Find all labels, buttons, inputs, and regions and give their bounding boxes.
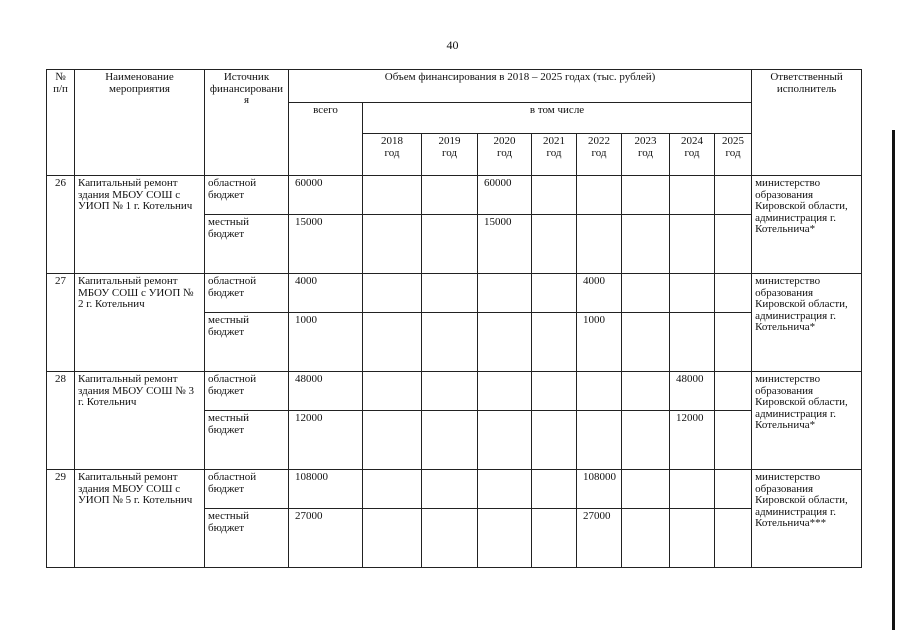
row-year-value-2023 bbox=[622, 215, 670, 274]
row-responsible: министерство образования Кировской области, администрация г. Котельнича* bbox=[752, 372, 862, 470]
table-row bbox=[47, 176, 862, 215]
row-year-value-2020 bbox=[478, 411, 532, 470]
row-year-value-2018 bbox=[363, 215, 422, 274]
row-activity-name: Капитальный ремонт МБОУ СОШ с УИОП № 2 г. Котельнич bbox=[75, 274, 205, 372]
header-including: в том числе bbox=[363, 103, 752, 134]
row-year-value-2019 bbox=[422, 411, 478, 470]
table-body bbox=[47, 176, 862, 568]
row-year-value-2020 bbox=[478, 470, 532, 509]
row-year-value-2021 bbox=[532, 411, 577, 470]
row-year-value-2022: 27000 bbox=[577, 509, 622, 568]
row-year-value-2022 bbox=[577, 176, 622, 215]
row-year-value-2021 bbox=[532, 176, 577, 215]
year-suffix: год bbox=[384, 146, 400, 159]
row-total: 108000 bbox=[289, 470, 363, 509]
header-total: всего bbox=[289, 103, 363, 176]
table-row bbox=[47, 274, 862, 313]
row-year-value-2019 bbox=[422, 470, 478, 509]
header-name: Наименование мероприятия bbox=[75, 70, 205, 176]
row-year-value-2019 bbox=[422, 176, 478, 215]
row-year-value-2020 bbox=[478, 509, 532, 568]
header-source: Источник финансирования bbox=[205, 70, 289, 176]
row-year-value-2021 bbox=[532, 509, 577, 568]
table-row bbox=[47, 470, 862, 509]
row-year-value-2023 bbox=[622, 274, 670, 313]
year-label: 2025 bbox=[722, 135, 745, 147]
year-suffix: год bbox=[725, 146, 741, 159]
financing-table bbox=[46, 69, 862, 568]
year-label: 2021 bbox=[543, 135, 565, 147]
row-funding-source: областной бюджет bbox=[205, 470, 289, 509]
row-total: 1000 bbox=[289, 313, 363, 372]
row-year-value-2020 bbox=[478, 313, 532, 372]
row-year-value-2019 bbox=[422, 509, 478, 568]
row-year-value-2021 bbox=[532, 215, 577, 274]
header-year-2019 bbox=[422, 134, 478, 176]
row-year-value-2018 bbox=[363, 509, 422, 568]
header-responsible: Ответственный исполнитель bbox=[752, 70, 862, 176]
year-label: 2024 bbox=[681, 135, 703, 147]
header-year-2022 bbox=[577, 134, 622, 176]
row-number: 29 bbox=[47, 470, 75, 568]
row-year-value-2022: 1000 bbox=[577, 313, 622, 372]
row-funding-source: местный бюджет bbox=[205, 411, 289, 470]
header-year-2021 bbox=[532, 134, 577, 176]
page-number: 40 bbox=[446, 38, 459, 52]
row-funding-source: местный бюджет bbox=[205, 313, 289, 372]
row-year-value-2018 bbox=[363, 411, 422, 470]
header-year-2025 bbox=[715, 134, 752, 176]
row-activity-name: Капитальный ремонт здания МБОУ СОШ с УИОП № 1 г. Котельнич bbox=[75, 176, 205, 274]
row-year-value-2022 bbox=[577, 372, 622, 411]
row-funding-source: областной бюджет bbox=[205, 274, 289, 313]
row-year-value-2025 bbox=[715, 509, 752, 568]
row-year-value-2024 bbox=[670, 313, 715, 372]
row-year-value-2024 bbox=[670, 215, 715, 274]
page-edge-bar bbox=[892, 130, 895, 630]
row-funding-source: местный бюджет bbox=[205, 509, 289, 568]
header-year-2023 bbox=[622, 134, 670, 176]
row-total: 12000 bbox=[289, 411, 363, 470]
header-num: № п/п bbox=[47, 70, 75, 176]
row-year-value-2023 bbox=[622, 411, 670, 470]
row-year-value-2018 bbox=[363, 274, 422, 313]
row-responsible: министерство образования Кировской области, администрация г. Котельнича* bbox=[752, 176, 862, 274]
row-number: 26 bbox=[47, 176, 75, 274]
row-year-value-2024: 12000 bbox=[670, 411, 715, 470]
header-year-2024 bbox=[670, 134, 715, 176]
row-activity-name: Капитальный ремонт здания МБОУ СОШ № 3 г. Котельнич bbox=[75, 372, 205, 470]
header-volume: Объем финансирования в 2018 – 2025 годах (тыс. рублей) bbox=[289, 70, 752, 103]
header-year-2020 bbox=[478, 134, 532, 176]
row-total: 15000 bbox=[289, 215, 363, 274]
year-label: 2020 bbox=[493, 135, 516, 147]
year-suffix: год bbox=[496, 146, 513, 159]
row-number: 27 bbox=[47, 274, 75, 372]
year-suffix: год bbox=[684, 146, 700, 159]
row-year-value-2023 bbox=[622, 372, 670, 411]
row-year-value-2023 bbox=[622, 313, 670, 372]
row-year-value-2022 bbox=[577, 411, 622, 470]
row-funding-source: областной бюджет bbox=[205, 372, 289, 411]
row-year-value-2025 bbox=[715, 411, 752, 470]
row-year-value-2019 bbox=[422, 313, 478, 372]
row-year-value-2019 bbox=[422, 372, 478, 411]
row-year-value-2018 bbox=[363, 176, 422, 215]
row-responsible: министерство образования Кировской области, администрация г. Котельнича* bbox=[752, 274, 862, 372]
row-number: 28 bbox=[47, 372, 75, 470]
table-header bbox=[47, 70, 862, 176]
row-year-value-2018 bbox=[363, 313, 422, 372]
row-year-value-2025 bbox=[715, 372, 752, 411]
row-year-value-2022: 108000 bbox=[577, 470, 622, 509]
row-year-value-2019 bbox=[422, 215, 478, 274]
row-year-value-2021 bbox=[532, 372, 577, 411]
row-activity-name: Капитальный ремонт здания МБОУ СОШ с УИОП № 5 г. Котельнич bbox=[75, 470, 205, 568]
row-total: 27000 bbox=[289, 509, 363, 568]
row-year-value-2022: 4000 bbox=[577, 274, 622, 313]
row-funding-source: областной бюджет bbox=[205, 176, 289, 215]
row-year-value-2020 bbox=[478, 372, 532, 411]
row-year-value-2021 bbox=[532, 313, 577, 372]
header-year-2018 bbox=[363, 134, 422, 176]
year-label: 2022 bbox=[588, 135, 610, 147]
row-funding-source: местный бюджет bbox=[205, 215, 289, 274]
row-year-value-2025 bbox=[715, 215, 752, 274]
year-suffix: год bbox=[637, 146, 654, 159]
row-total: 48000 bbox=[289, 372, 363, 411]
row-year-value-2020: 60000 bbox=[478, 176, 532, 215]
year-label: 2023 bbox=[634, 135, 657, 147]
row-year-value-2023 bbox=[622, 509, 670, 568]
year-suffix: год bbox=[546, 146, 562, 159]
row-year-value-2024 bbox=[670, 176, 715, 215]
row-year-value-2018 bbox=[363, 470, 422, 509]
row-year-value-2024: 48000 bbox=[670, 372, 715, 411]
row-year-value-2022 bbox=[577, 215, 622, 274]
row-year-value-2018 bbox=[363, 372, 422, 411]
row-year-value-2020: 15000 bbox=[478, 215, 532, 274]
year-label: 2019 bbox=[438, 135, 461, 147]
row-year-value-2025 bbox=[715, 470, 752, 509]
row-year-value-2024 bbox=[670, 470, 715, 509]
row-total: 4000 bbox=[289, 274, 363, 313]
row-year-value-2025 bbox=[715, 313, 752, 372]
year-label: 2018 bbox=[381, 135, 403, 147]
row-year-value-2020 bbox=[478, 274, 532, 313]
row-total: 60000 bbox=[289, 176, 363, 215]
row-year-value-2024 bbox=[670, 274, 715, 313]
year-suffix: год bbox=[591, 146, 607, 159]
row-year-value-2025 bbox=[715, 176, 752, 215]
row-year-value-2024 bbox=[670, 509, 715, 568]
row-year-value-2023 bbox=[622, 470, 670, 509]
row-year-value-2023 bbox=[622, 176, 670, 215]
table-row bbox=[47, 372, 862, 411]
row-year-value-2021 bbox=[532, 274, 577, 313]
row-responsible: министерство образования Кировской области, администрация г. Котельнича*** bbox=[752, 470, 862, 568]
row-year-value-2019 bbox=[422, 274, 478, 313]
row-year-value-2025 bbox=[715, 274, 752, 313]
year-suffix: год bbox=[441, 146, 458, 159]
row-year-value-2021 bbox=[532, 470, 577, 509]
